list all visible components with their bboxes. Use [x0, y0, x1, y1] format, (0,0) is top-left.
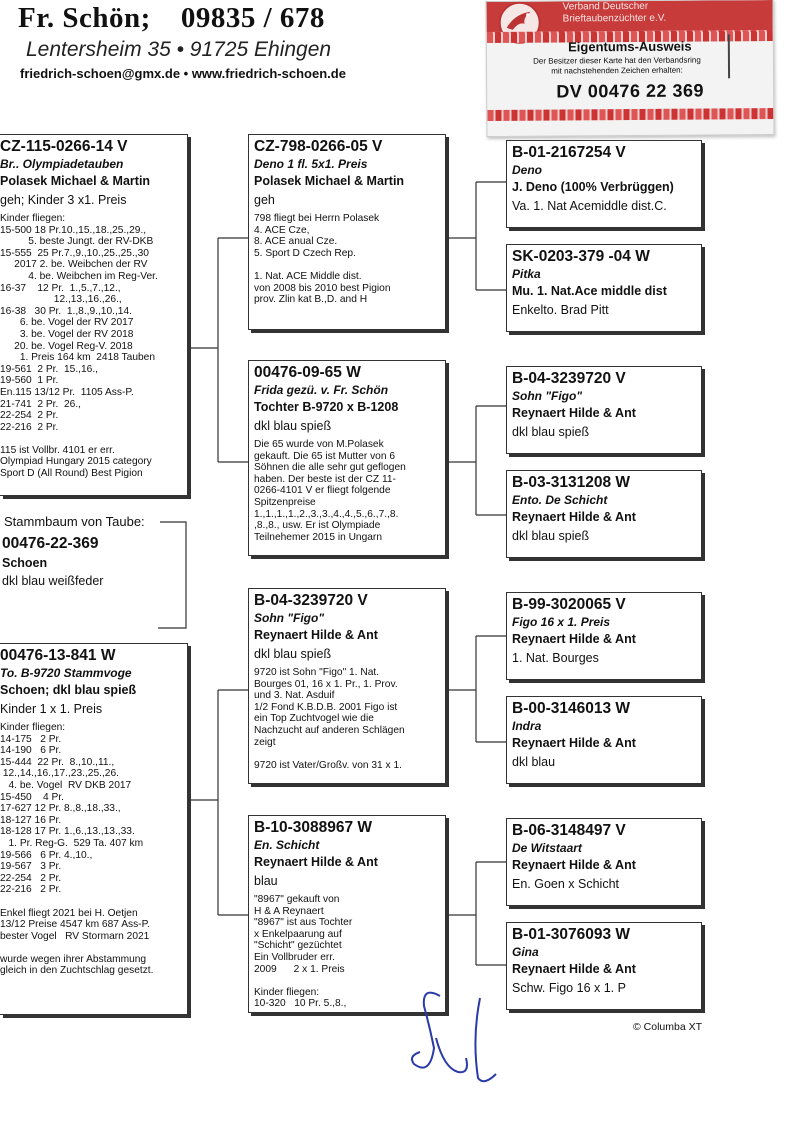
breeder-contact: friedrich-schoen@gmx.de • www.friedrich-schoen.de [20, 66, 346, 81]
mfm-box [506, 696, 702, 784]
fmf-name: Sohn "Figo" [512, 389, 583, 403]
mf-color: dkl blau spieß [254, 647, 332, 661]
ffm-box [506, 244, 702, 332]
mm-owner: Reynaert Hilde & Ant [254, 855, 378, 869]
father-owner: Polasek Michael & Martin [0, 174, 151, 188]
fmf-box [506, 366, 702, 454]
ffm-ring: SK-0203-379 -04 W [512, 248, 650, 265]
mmm-name: Gina [512, 945, 539, 959]
fm-color: dkl blau spieß [254, 419, 332, 433]
fff-ring: B-01-2167254 V [512, 144, 626, 161]
fmm-color: dkl blau spieß [512, 529, 590, 543]
father-notes: Kinder fliegen: 15-500 18 Pr.10.,15.,18.,25.,29., 5. beste Jungt. der RV-DKB 15-555 25 Pr.7.,9.,10.,25.,25.,30 2017 2. be. Weibchen der RV 4. be. Weibchen im Reg-Ver. 16-37 12 Pr. 1.,5.,7.,12., 12.,13.,16.,26., 16-38 30 Pr. 1.,8.,9.,10.,14. 6. be. Vogel der RV 2017 3. be. Vogel der RV 2018 20. be. Vogel Reg-V. 2018 1. Preis 164 km 2418 Tauben 19-561 2 Pr. 15.,16., 19-560 1 Pr. En.115 13/12 Pr. 1105 Ass-P. 21-741 2 Pr. 26., 22-254 2 Pr. 22-216 2 Pr. 115 ist Vollbr. 4101 er err. Olympiad Hungary 2015 category Sport D (All Round) Best Pigion [0, 213, 158, 480]
fmf-owner: Reynaert Hilde & Ant [512, 406, 636, 420]
mf-owner: Reynaert Hilde & Ant [254, 628, 378, 642]
mm-ring: B-10-3088967 W [254, 819, 373, 836]
mmf-owner: Reynaert Hilde & Ant [512, 858, 636, 872]
fmf-ring: B-04-3239720 V [512, 370, 626, 387]
card-pattern-bottom [487, 108, 773, 121]
mm-name: En. Schicht [254, 838, 320, 852]
mff-name: Figo 16 x 1. Preis [512, 615, 611, 629]
mf-box [248, 588, 446, 784]
fmf-color: dkl blau spieß [512, 425, 590, 439]
fmm-name: Ento. De Schicht [512, 493, 608, 507]
breeder-name: Fr. Schön; [18, 2, 151, 34]
mmm-ring: B-01-3076093 W [512, 926, 631, 943]
breeder-name-phone [18, 2, 325, 35]
subject-name: Schoen [2, 556, 48, 570]
fm-notes: Die 65 wurde von M.Polasek gekauft. Die 65 ist Mutter von 6 Söhnen die alle sehr gut geflogen haben. Der beste ist der CZ 11- 0266-4101 V er fliegt folgende Spitzenpreise 1.,1.,1.,1.,2.,3.,3.,4.,4.,5.,6.,7.,8. ,8.,8., usw. Er ist Olympiade Teilnehemer 2015 in Ungarn [254, 439, 406, 543]
fm-ring: 00476-09-65 W [254, 364, 361, 381]
mff-box [506, 592, 702, 680]
ownership-card [486, 0, 775, 137]
card-text: Der Besitzer dieser Karte hat den Verbandsring mit nachstehenden Zeichen erhalten: [533, 55, 701, 76]
mff-owner: Reynaert Hilde & Ant [512, 632, 636, 646]
card-organization: Verband Deutscher Brieftaubenzüchter e.V. [562, 0, 667, 25]
father-box [0, 134, 188, 496]
card-title: Eigentums-Ausweis [568, 38, 692, 55]
mother-ring: 00476-13-841 W [0, 647, 116, 664]
mmf-name: De Witstaart [512, 841, 582, 855]
mf-name: Sohn "Figo" [254, 611, 325, 625]
mother-owner: Schoen; dkl blau spieß [0, 683, 137, 697]
mfm-ring: B-00-3146013 W [512, 700, 631, 717]
fm-name: Frida gezü. v. Fr. Schön [254, 383, 389, 397]
breeder-phone: 09835 / 678 [180, 2, 325, 34]
ffm-name: Pitka [512, 267, 541, 281]
mmm-owner: Reynaert Hilde & Ant [512, 962, 636, 976]
mfm-name: Indra [512, 719, 542, 733]
father-color: geh; Kinder 3 x1. Preis [0, 193, 127, 207]
fmm-ring: B-03-3131208 W [512, 474, 631, 491]
father-name: Br.. Olympiadetauben [0, 157, 124, 171]
mf-ring: B-04-3239720 V [254, 592, 368, 609]
subject-ring: 00476-22-369 [2, 535, 99, 552]
mmf-color: En. Goen x Schicht [512, 877, 620, 891]
card-mark [728, 34, 730, 78]
fmm-box [506, 470, 702, 558]
ff-name: Deno 1 fl. 5x1. Preis [254, 157, 368, 171]
ff-ring: CZ-798-0266-05 V [254, 138, 383, 155]
mother-name: To. B-9720 Stammvoge [0, 666, 132, 680]
ff-notes: 798 fliegt bei Herrn Polasek 4. ACE Cze, 8. ACE anual Cze. 5. Sport D Czech Rep. 1. Nat. ACE Middle dist. von 2008 bis 2010 best Pigion prov. Zlin kat B.,D. and H [254, 213, 391, 306]
mother-notes: Kinder fliegen: 14-175 2 Pr. 14-190 6 Pr. 15-444 22 Pr. 8.,10.,11., 12.,14.,16.,17.,23.,25.,26. 4. be. Vogel RV DKB 2017 15-450 4 Pr. 17-627 12 Pr. 8.,8.,18.,33., 18-127 16 Pr. 18-128 17 Pr. 1.,6.,13.,13.,33. 1. Pr. Reg-G. 529 Ta. 407 km 19-566 6 Pr. 4.,10., 19-567 3 Pr. 22-254 2 Pr. 22-216 2 Pr. Enkel fliegt 2021 bei H. Oetjen 13/12 Preise 4547 km 687 Ass-P. bester Vogel RV Stormarn 2021 wurde wegen ihrer Abstammung gleich in den Zuchtschlag gesetzt. [0, 722, 154, 977]
mother-box [0, 643, 188, 1015]
fff-color: Va. 1. Nat Acemiddle dist.C. [512, 199, 667, 213]
father-ring: CZ-115-0266-14 V [0, 138, 128, 155]
mm-notes: "8967" gekauft von H & A Reynaert "8967" ist aus Tochter x Enkelpaarung auf "Schicht" gezüchtet Ein Vollbruder err. 2009 2 x 1. Preis Kinder fliegen: 10-320 10 Pr. 5.,8., [254, 894, 353, 1010]
mf-notes: 9720 ist Sohn "Figo" 1. Nat. Bourges 01, 16 x 1. Pr., 1. Prov. und 3. Nat. Asduif 1/2 Fond K.B.D.B. 2001 Figo ist ein Top Zuchtvogel wie die Nachzucht auf anderen Schlägen zeigt 9720 ist Vater/Großv. von 31 x 1. [254, 667, 405, 771]
fmm-owner: Reynaert Hilde & Ant [512, 510, 636, 524]
mmm-color: Schw. Figo 16 x 1. P [512, 981, 626, 995]
handwritten-signature [400, 978, 530, 1098]
copyright-text: © Columba XT [633, 1021, 703, 1033]
mff-color: 1. Nat. Bourges [512, 651, 599, 665]
ff-color: geh [254, 193, 275, 207]
pedigree-label: Stammbaum von Taube: [4, 514, 145, 529]
fff-name: Deno [512, 163, 542, 177]
ff-owner: Polasek Michael & Martin [254, 174, 405, 188]
mm-color: blau [254, 874, 278, 888]
mfm-owner: Reynaert Hilde & Ant [512, 736, 636, 750]
mmm-box [506, 922, 702, 1010]
ffm-color: Enkelto. Brad Pitt [512, 303, 609, 317]
ff-box [248, 134, 446, 330]
card-ring-number: DV 00476 22 369 [556, 80, 705, 102]
fm-box [248, 360, 446, 556]
fff-owner: J. Deno (100% Verbrüggen) [512, 180, 674, 194]
mff-ring: B-99-3020065 V [512, 596, 626, 613]
ffm-owner: Mu. 1. Nat.Ace middle dist [512, 284, 667, 298]
mmf-ring: B-06-3148497 V [512, 822, 626, 839]
subject-color: dkl blau weißfeder [2, 574, 104, 588]
mother-color: Kinder 1 x 1. Preis [0, 702, 103, 716]
breeder-address: Lentersheim 35 • 91725 Ehingen [26, 38, 332, 61]
fff-box [506, 140, 702, 228]
mmf-box [506, 818, 702, 906]
fm-owner: Tochter B-9720 x B-1208 [254, 400, 399, 414]
mfm-color: dkl blau [512, 755, 556, 769]
